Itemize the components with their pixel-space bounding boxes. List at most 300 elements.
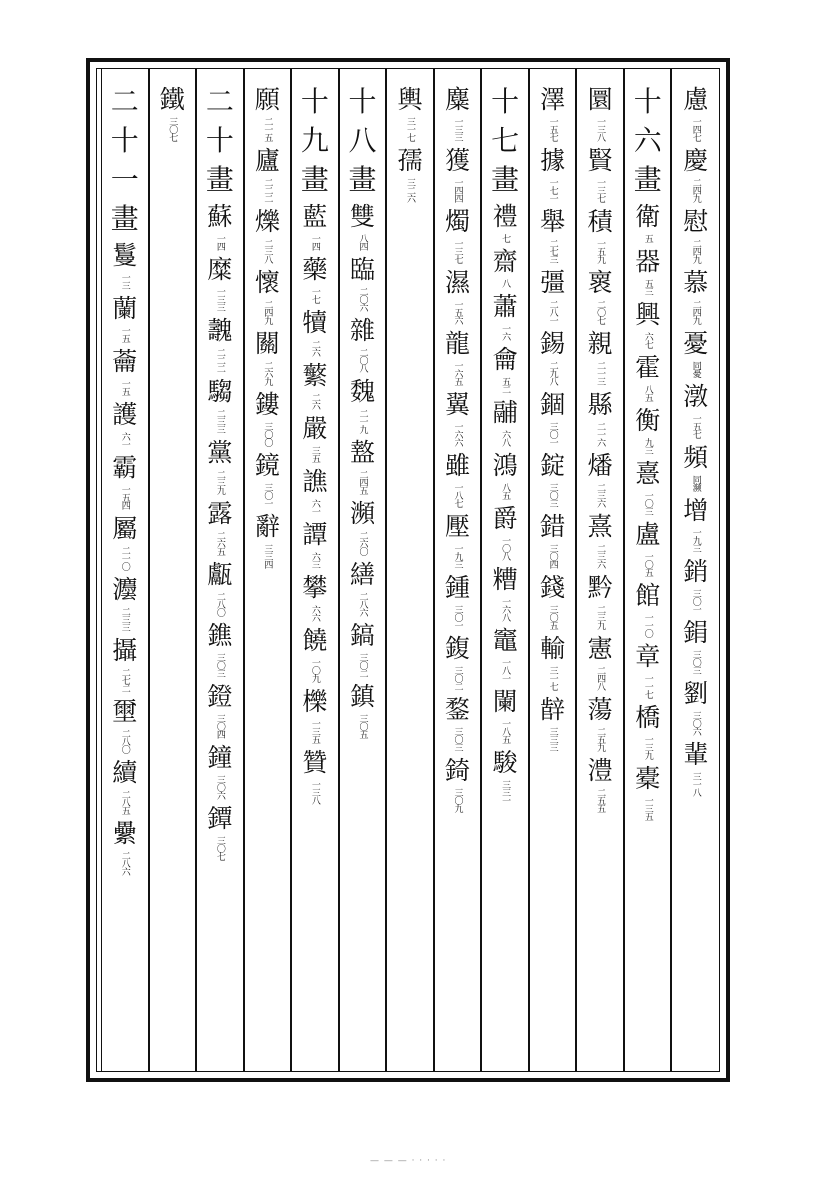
stroke-count-label: 畫 [300, 163, 329, 196]
index-entry [112, 400, 137, 448]
entry-character: 灋 [112, 575, 138, 604]
entry-page-number: 六七 [642, 332, 653, 348]
entry-page-number: 二八六 [357, 592, 368, 616]
entry-page-number: 三〇一 [262, 483, 273, 507]
entry-page-number: 六三 [309, 552, 320, 568]
index-entry [635, 353, 660, 401]
entry-character: 蘭 [112, 294, 138, 323]
index-column [624, 69, 672, 1071]
column-stack [150, 69, 196, 146]
index-entry [207, 682, 232, 738]
entry-character: 盧 [635, 520, 661, 549]
index-entry [445, 512, 470, 568]
entry-page-number: 一五 [119, 379, 130, 395]
entry-character: 龠 [492, 345, 518, 374]
entry-page-number: 一三八 [595, 117, 606, 141]
entry-character: 闌 [492, 687, 518, 716]
index-entry [207, 377, 232, 433]
index-entry [207, 804, 232, 860]
index-entry [540, 390, 565, 446]
entry-character: 爵 [492, 504, 518, 533]
index-entry [588, 85, 613, 141]
index-entry [588, 756, 613, 812]
entry-page-number: 三〇四 [214, 714, 225, 738]
entry-character: 臨 [349, 255, 375, 284]
index-entry [588, 268, 613, 324]
entry-character: 辭 [254, 512, 280, 541]
index-column [244, 69, 292, 1071]
entry-page-number: 二三六 [595, 544, 606, 568]
entry-character: 潡 [683, 382, 709, 411]
column-stack [102, 69, 148, 880]
entry-page-number: 三〇六 [214, 775, 225, 799]
stroke-count-label: 二 [205, 85, 234, 118]
entry-page-number: 二一三 [595, 361, 606, 385]
index-column [386, 69, 434, 1071]
index-entry [540, 573, 565, 629]
index-entry [683, 557, 708, 613]
entry-page-number: 一六八 [500, 597, 511, 621]
entry-page-number: 三〇六 [690, 711, 701, 735]
entry-character: 糜 [207, 255, 233, 284]
entry-character: 鐘 [207, 743, 233, 772]
index-entry [302, 520, 327, 568]
index-entry [350, 621, 375, 677]
entry-page-number: 一五四 [119, 485, 130, 509]
entry-character: 騶 [207, 377, 233, 406]
index-entry [350, 377, 375, 433]
entry-character: 橋 [635, 703, 661, 732]
index-entry [540, 268, 565, 324]
index-entry [302, 626, 327, 682]
entry-character: 慰 [683, 207, 709, 236]
entry-character: 黔 [587, 573, 613, 602]
entry-character: 鍾 [445, 573, 471, 602]
entry-page-number: 二一五 [262, 117, 273, 141]
entry-page-number: 三〇五 [357, 714, 368, 738]
index-entry [445, 207, 470, 263]
index-entry [302, 202, 327, 250]
index-entry [588, 329, 613, 385]
entry-page-number: 三〇七 [167, 117, 178, 141]
index-entry [350, 316, 375, 372]
index-entry [635, 764, 660, 820]
entry-page-number: 一五六 [452, 300, 463, 324]
entry-character: 錠 [540, 451, 566, 480]
index-entry [493, 626, 518, 682]
entry-page-number: 一三七 [452, 239, 463, 263]
entry-page-number: 一〇九 [309, 658, 320, 682]
index-entry [588, 451, 613, 507]
entry-character: 護 [112, 400, 138, 429]
index-entry [683, 329, 708, 377]
entry-page-number: 二三八 [262, 239, 273, 263]
entry-character: 慕 [683, 268, 709, 297]
entry-character: 橐 [635, 764, 661, 793]
index-entry [207, 743, 232, 799]
index-entry [683, 740, 708, 796]
entry-page-number: 二六 [309, 393, 320, 409]
index-entry [635, 406, 660, 454]
entry-character: 增 [683, 496, 709, 525]
entry-character: 譚 [302, 520, 328, 549]
index-column [291, 69, 339, 1071]
entry-page-number: 二三三 [119, 607, 130, 631]
index-entry [302, 308, 327, 356]
entry-page-number: 一一七 [642, 674, 653, 698]
entry-page-number: 二八〇 [119, 729, 130, 753]
index-entry [493, 687, 518, 743]
entry-page-number: 一〇八 [500, 536, 511, 560]
stroke-count-label: 七 [491, 124, 520, 157]
entry-page-number: 一四 [309, 234, 320, 250]
index-entry [207, 438, 232, 494]
entry-page-number: 二四九 [690, 300, 701, 324]
entry-character: 攝 [112, 636, 138, 665]
entry-character: 繕 [349, 560, 375, 589]
entry-character: 蘩 [302, 361, 328, 390]
entry-page-number: 三三一 [500, 780, 511, 804]
entry-page-number: 三〇一 [690, 589, 701, 613]
entry-character: 鐎 [207, 621, 233, 650]
entry-character: 憙 [635, 459, 661, 488]
entry-page-number: 一九三 [690, 528, 701, 552]
entry-character: 屬 [112, 514, 138, 543]
column-stack [672, 69, 719, 801]
index-entry [445, 573, 470, 629]
entry-page-number: 三〇三 [690, 650, 701, 674]
entry-character: 櫟 [302, 687, 328, 716]
index-entry [350, 682, 375, 738]
index-entry [112, 453, 137, 509]
entry-page-number: 三〇二 [357, 653, 368, 677]
entry-page-number: 一一〇 [642, 613, 653, 637]
index-entry [683, 146, 708, 202]
entry-character: 龍 [445, 329, 471, 358]
index-entry [207, 621, 232, 677]
entry-page-number: 一八七 [452, 483, 463, 507]
stroke-count-label: 畫 [348, 163, 377, 196]
entry-page-number: 二三三 [214, 409, 225, 433]
index-entry [207, 560, 232, 616]
entry-page-number: 一三五 [309, 719, 320, 743]
index-entry [635, 703, 660, 759]
entry-page-number: 一三五 [642, 796, 653, 820]
index-entry [635, 202, 660, 242]
index-entry [207, 255, 232, 311]
entry-character: 甗 [207, 560, 233, 589]
index-entry [302, 748, 327, 804]
index-entry [112, 514, 137, 570]
entry-page-number: 七 [500, 234, 511, 242]
index-entry [255, 207, 280, 263]
entry-character: 蕭 [492, 292, 518, 321]
entry-page-number: 二〇八 [357, 348, 368, 372]
entry-character: 禮 [492, 202, 518, 231]
entry-character: 蘇 [207, 202, 233, 231]
entry-character: 燭 [445, 207, 471, 236]
entry-character: 鐵 [159, 85, 185, 114]
index-entry [635, 300, 660, 348]
entry-page-number: 三〇九 [452, 788, 463, 812]
entry-character: 瀕 [349, 499, 375, 528]
entry-page-number: 二六九 [262, 361, 273, 385]
entry-character: 據 [540, 146, 566, 175]
entry-page-number: 一〇三 [642, 491, 653, 515]
entry-page-number: 一七一 [547, 178, 558, 202]
entry-character: 竈 [492, 626, 518, 655]
column-stack [625, 69, 671, 825]
index-column [339, 69, 387, 1071]
entry-character: 壐 [112, 697, 138, 726]
index-entry [683, 85, 708, 141]
entry-page-number: 一三九 [642, 735, 653, 759]
entry-character: 孺 [397, 146, 423, 175]
entry-page-number: 一六五 [452, 361, 463, 385]
entry-character: 館 [635, 581, 661, 610]
entry-character: 鎬 [349, 621, 375, 650]
entry-page-number: 二七三 [547, 239, 558, 263]
index-entry [350, 202, 375, 250]
entry-page-number: 二六五 [214, 531, 225, 555]
index-entry [112, 819, 137, 875]
entry-character: 濕 [445, 268, 471, 297]
index-column [671, 69, 719, 1071]
entry-page-number: 二九八 [547, 361, 558, 385]
entry-character: 器 [635, 247, 661, 276]
index-entry [207, 202, 232, 250]
index-entry [350, 438, 375, 494]
index-entry [683, 268, 708, 324]
entry-character: 輸 [540, 634, 566, 663]
entry-character: 續 [112, 758, 138, 787]
entry-character: 澧 [587, 756, 613, 785]
stroke-count-label: 畫 [633, 163, 662, 196]
entry-character: 盩 [349, 438, 375, 467]
entry-page-number: 二四八 [595, 666, 606, 690]
entry-character: 銷 [683, 557, 709, 586]
entry-character: 爍 [254, 207, 280, 236]
entry-character: 麋 [445, 85, 471, 114]
entry-page-number: 五 [642, 234, 653, 242]
index-entry [683, 382, 708, 438]
stroke-count-label: 畫 [205, 163, 234, 196]
index-entry [540, 451, 565, 507]
stroke-count-label: 一 [110, 163, 139, 196]
stroke-count-label: 十 [300, 85, 329, 118]
entry-page-number: 三〇一 [452, 605, 463, 629]
index-column [101, 69, 149, 1071]
index-entry [302, 687, 327, 743]
column-stack [577, 69, 623, 817]
index-column [149, 69, 197, 1071]
entry-page-number: 一五七 [690, 414, 701, 438]
stroke-count-label: 八 [348, 124, 377, 157]
entry-page-number: 一三 [119, 273, 130, 289]
entry-character: 章 [635, 642, 661, 671]
entry-page-number: 二五五 [595, 788, 606, 812]
entry-page-number: 三三三 [547, 727, 558, 751]
entry-page-number: 六一 [119, 432, 130, 448]
index-column [576, 69, 624, 1071]
entry-page-number: 五三 [642, 279, 653, 295]
entry-character: 鍑 [445, 634, 471, 663]
index-entry [588, 573, 613, 629]
index-entry [540, 634, 565, 690]
entry-character: 鐔 [207, 804, 233, 833]
entry-character: 澤 [540, 85, 566, 114]
index-entry [112, 241, 137, 289]
entry-character: 藍 [302, 202, 328, 231]
entry-character: 懷 [254, 268, 280, 297]
entry-page-number: 九三 [642, 438, 653, 454]
entry-page-number: 一四七 [690, 117, 701, 141]
entry-page-number: 二四九 [690, 178, 701, 202]
index-entry [350, 560, 375, 616]
stroke-count-label: 九 [300, 124, 329, 157]
index-column [529, 69, 577, 1071]
entry-page-number: 二五九 [595, 727, 606, 751]
index-entry [635, 642, 660, 698]
entry-page-number: 二八〇 [214, 592, 225, 616]
entry-page-number: 三一七 [547, 666, 558, 690]
entry-character: 霸 [112, 453, 138, 482]
entry-character: 錫 [540, 329, 566, 358]
entry-page-number: 一五 [119, 326, 130, 342]
entry-page-number: 二六〇 [357, 531, 368, 555]
index-entry [683, 496, 708, 552]
entry-character: 憂 [683, 329, 709, 358]
entry-character: 嚴 [302, 414, 328, 443]
entry-character: 圜 [587, 85, 613, 114]
entry-character: 賢 [587, 146, 613, 175]
entry-page-number: 二三九 [595, 605, 606, 629]
index-entry [445, 268, 470, 324]
index-entry [302, 467, 327, 515]
entry-page-number: 二四五 [357, 470, 368, 494]
entry-page-number: 一九三 [452, 544, 463, 568]
entry-page-number: 三二六 [405, 178, 415, 202]
entry-page-number: 二七二 [119, 668, 130, 692]
index-entry [635, 520, 660, 576]
entry-page-number: 二四九 [262, 300, 273, 324]
entry-character: 鬘 [112, 241, 138, 270]
index-entry [302, 361, 327, 409]
index-entry [302, 414, 327, 462]
entry-character: 憲 [587, 634, 613, 663]
index-entry [683, 207, 708, 263]
entry-character: 積 [587, 207, 613, 236]
entry-character: 駿 [492, 748, 518, 777]
stroke-count-label: 十 [205, 124, 234, 157]
index-column [434, 69, 482, 1071]
index-entry [255, 268, 280, 324]
column-stack [435, 69, 481, 817]
entry-page-number: 一八一 [500, 658, 511, 682]
index-column [481, 69, 529, 1071]
entry-page-number: 二二二 [214, 348, 225, 372]
column-stack [197, 69, 243, 865]
entry-page-number: 一三八 [309, 780, 320, 804]
entry-character: 衡 [635, 406, 661, 435]
entry-character: 譙 [302, 467, 328, 496]
entry-character: 雜 [349, 316, 375, 345]
entry-page-number: 二〇七 [595, 300, 606, 324]
entry-character: 鐙 [207, 682, 233, 711]
page-footer: — — — · · · · · [370, 1156, 447, 1166]
index-entry [255, 451, 280, 507]
index-entry [635, 247, 660, 295]
index-entry [635, 459, 660, 515]
entry-page-number: 二八五 [119, 790, 130, 814]
entry-page-number: 一四四 [452, 178, 463, 202]
index-entry [207, 499, 232, 555]
entry-character: 蘥 [112, 347, 138, 376]
index-entry [255, 390, 280, 446]
entry-page-number: 二〇六 [357, 287, 368, 311]
entry-page-number: 一五七 [547, 117, 558, 141]
index-entry [445, 451, 470, 507]
entry-page-number: 八五 [500, 483, 511, 499]
entry-page-number: 五二 [500, 377, 511, 393]
entry-character: 鏡 [254, 451, 280, 480]
entry-character: 錡 [445, 756, 471, 785]
entry-page-number: 二二二 [262, 178, 273, 202]
entry-page-number: 三〇一 [547, 422, 558, 446]
entry-page-number: 八四 [357, 234, 368, 250]
index-entry [540, 512, 565, 568]
entry-page-number: 三三四 [262, 544, 273, 568]
entry-character: 輿 [397, 85, 423, 114]
entry-character: 親 [587, 329, 613, 358]
index-entry [255, 146, 280, 202]
entry-page-number: 三〇二 [452, 666, 463, 690]
stroke-count-label: 十 [491, 85, 520, 118]
entry-page-number: 三五 [309, 446, 320, 462]
index-entry [683, 679, 708, 735]
entry-page-number: 三〇四 [547, 544, 558, 568]
entry-page-number: 三〇三 [452, 727, 463, 751]
entry-character: 慶 [683, 146, 709, 175]
stroke-count-label: 十 [348, 85, 377, 118]
entry-page-number: 一五九 [595, 239, 606, 263]
entry-character: 錯 [540, 512, 566, 541]
entry-page-number: 二八一 [547, 300, 558, 324]
entry-character: 齋 [492, 247, 518, 276]
entry-character: 蕩 [587, 695, 613, 724]
entry-character: 鍪 [445, 695, 471, 724]
entry-character: 饒 [302, 626, 328, 655]
index-entry [588, 512, 613, 568]
index-entry [112, 575, 137, 631]
index-entry [493, 398, 518, 446]
entry-page-number: 三〇五 [547, 605, 558, 629]
index-entry [398, 85, 423, 141]
entry-page-number: 同憂 [690, 361, 701, 377]
column-stack [387, 69, 433, 207]
stroke-count-label: 二 [110, 85, 139, 118]
entry-character: 壓 [445, 512, 471, 541]
index-entry [540, 695, 565, 751]
index-entry [207, 316, 232, 372]
entry-page-number: 三〇三 [214, 653, 225, 677]
index-entry [350, 499, 375, 555]
index-entry [445, 85, 470, 141]
index-entry [588, 390, 613, 446]
index-entry [445, 756, 470, 812]
index-entry [540, 146, 565, 202]
entry-page-number: 一三三 [452, 117, 463, 141]
